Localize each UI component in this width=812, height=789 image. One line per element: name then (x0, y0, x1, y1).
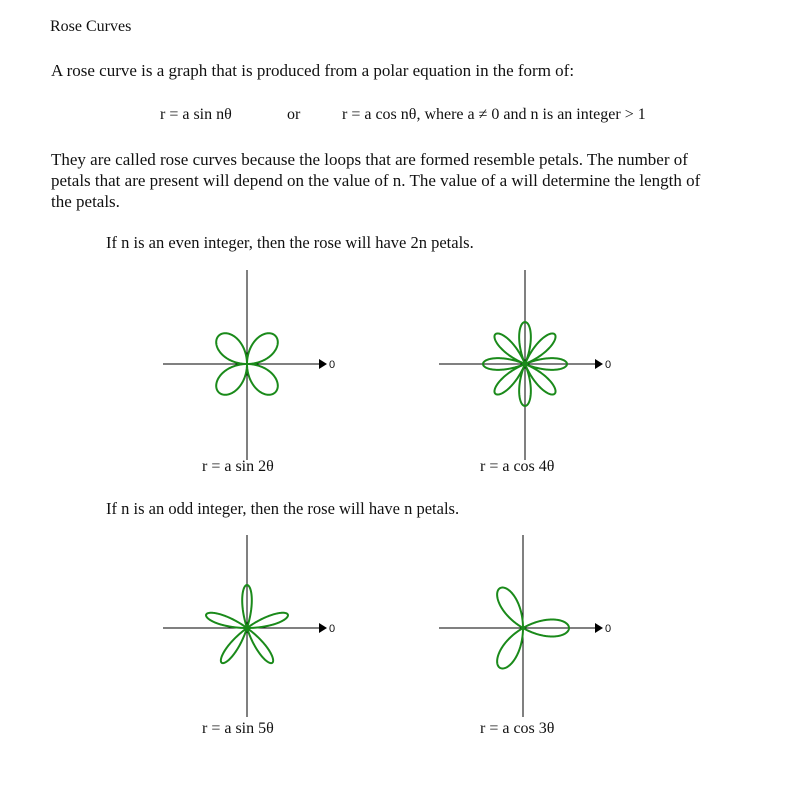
cutoff-text-fragment (51, 784, 131, 786)
cos-form-equation: r = a cos nθ, where a ≠ 0 and n is an integer > 1 (342, 106, 646, 123)
page-title: Rose Curves (50, 18, 132, 35)
graph-caption: r = a sin 5θ (202, 720, 274, 737)
description-line: the petals. (51, 192, 120, 211)
odd-rule-text: If n is an odd integer, then the rose will have n petals. (106, 499, 460, 518)
axis-zero-label: 0 (605, 623, 612, 635)
polar-axis-arrow (319, 623, 327, 633)
graph-caption: r = a sin 2θ (202, 458, 274, 475)
even-rule-text: If n is an even integer, then the rose will have 2n petals. (106, 233, 474, 252)
graph-caption: r = a cos 4θ (480, 458, 555, 475)
or-word: or (287, 106, 301, 123)
polar-axis-arrow (595, 359, 603, 369)
rose-graph-cos-4 (437, 270, 637, 460)
rose-graph-sin-5 (161, 535, 361, 725)
polar-axis-arrow (595, 623, 603, 633)
axis-zero-label: 0 (605, 359, 612, 371)
axis-zero-label: 0 (329, 359, 336, 371)
graph-caption: r = a cos 3θ (480, 720, 555, 737)
rose-graph-sin-2 (161, 270, 361, 460)
description-line: They are called rose curves because the loops that are formed resemble petals. The number of (51, 150, 688, 169)
description-paragraph (51, 149, 771, 212)
axis-zero-label: 0 (329, 623, 336, 635)
intro-text: A rose curve is a graph that is produced from a polar equation in the form of: (51, 61, 575, 80)
rose-graph-cos-3 (437, 535, 637, 725)
sin-form-equation: r = a sin nθ (160, 106, 232, 123)
polar-axis-arrow (319, 359, 327, 369)
description-line: petals that are present will depend on the value of n. The value of a will determine the length of (51, 171, 701, 190)
